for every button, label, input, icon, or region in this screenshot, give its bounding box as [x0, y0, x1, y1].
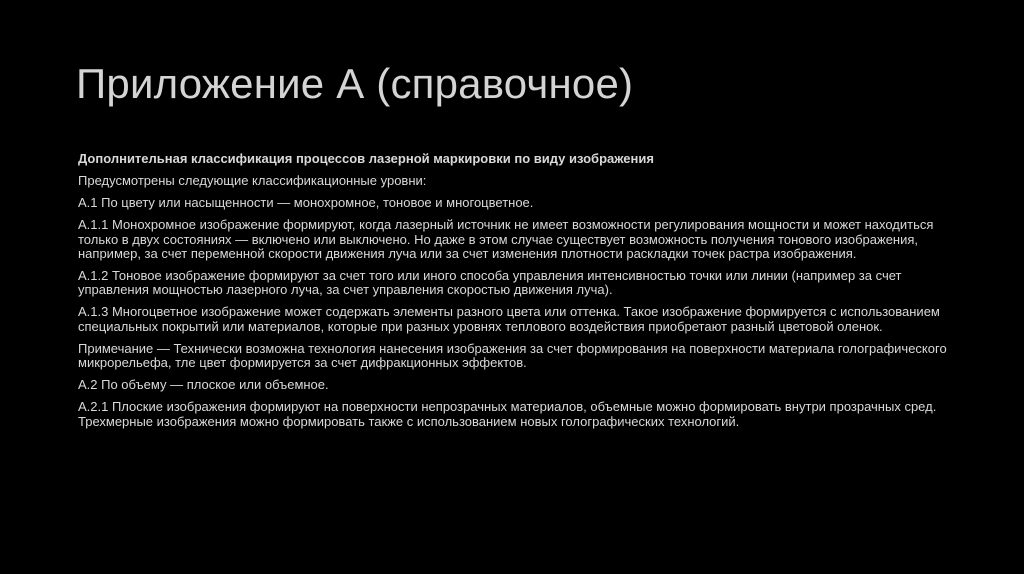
paragraph-note: Примечание — Технически возможна технология нанесения изображения за счет формирования на поверхности материала голографического микрорельефа, тле цвет формируется за счет дифракционных эффектов.: [78, 340, 947, 371]
paragraph-intro: Предусмотрены следующие классификационные уровни:: [78, 173, 427, 188]
slide-title: Приложение А (справочное): [76, 60, 634, 107]
paragraph-a2: А.2 По объему — плоское или объемное.: [78, 377, 329, 393]
paragraph-a2-1: А.2.1 Плоские изображения формируют на поверхности непрозрачных материалов, объемные можно формировать внутри прозрачных сред. Трехмерные изображения можно формировать также с использованием новых голографических технологий.: [78, 399, 937, 429]
paragraph-a1-2: А.1.2 Тоновое изображение формируют за счет того или иного способа управления интенсивностью точки или линии (например за счет управления мощностью лазерного луча, за счет управления скоростью движения луча).: [78, 268, 902, 298]
slide-body: [78, 151, 958, 437]
paragraph-a1-1: А.1.1 Монохромное изображение формируют, когда лазерный источник не имеет возможности регулирования мощности и может находиться только в двух состояниях — включено или выключено. Но даже в этом случае существует возможность получения тонового изображения, например, за счет переменной скорости движения луча или за счет изменения плотности раскладки точек растра изображения.: [78, 217, 934, 261]
section-heading: Дополнительная классификация процессов лазерной маркировки по виду изображения: [78, 151, 654, 166]
paragraph-a1: А.1 По цвету или насыщенности — монохромное, тоновое и многоцветное.: [78, 195, 534, 211]
paragraph-a1-3: А.1.3 Многоцветное изображение может содержать элементы разного цвета или оттенка. Такое изображение формируется с использованием специальных покрытий или материалов, которые при разных уровнях теплового воздействия приобретают разный цветовой оленок.: [78, 304, 940, 334]
